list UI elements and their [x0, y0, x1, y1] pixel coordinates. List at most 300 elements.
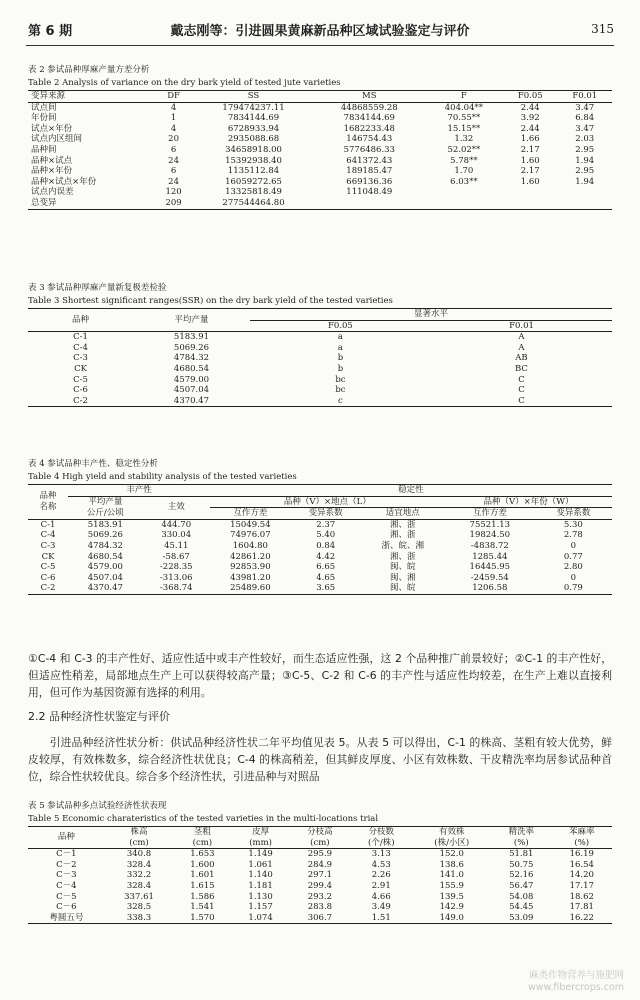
table3-row: [28, 364, 612, 375]
table5-cell: 17.17: [569, 880, 594, 891]
table5-cell: 16.22: [569, 912, 594, 923]
watermark-line1: 麻类作物营养与施肥网: [528, 970, 624, 981]
table3-cell: 4680.54: [173, 363, 210, 374]
table2-row: [28, 187, 612, 198]
table3-cell: C-3: [73, 353, 88, 364]
page-number: 315: [591, 22, 614, 36]
table3-header-significance: 显著水平: [250, 309, 612, 321]
table2-cell: 3.92: [520, 113, 540, 124]
table5-cell: 1.586: [190, 891, 215, 902]
table2-cell: 6: [170, 144, 177, 155]
table2-cell: 7834144.69: [227, 113, 280, 124]
table5-unit-cell: (株/小区): [434, 837, 470, 848]
table3-row: [28, 375, 612, 386]
table2-row: [28, 156, 612, 167]
table4-cell: 2.80: [563, 562, 583, 573]
table3-cell: 4579.00: [173, 374, 210, 385]
table5-cell: C－1: [56, 849, 77, 860]
table5-body: [28, 849, 612, 924]
table5-row: [28, 913, 612, 924]
table4-cell: 4507.04: [87, 572, 123, 583]
table2-cell: 试点内误差: [31, 187, 74, 198]
table4-cell: 0: [570, 572, 577, 583]
table4-cell: C-4: [40, 530, 56, 541]
table2-cell: 20: [168, 134, 179, 145]
table3-row: [28, 396, 612, 407]
table2-cell: 404.04**: [444, 102, 483, 113]
table5-cell: 54.45: [509, 902, 534, 913]
table2-cell: 2.95: [575, 144, 595, 155]
table4: [28, 484, 612, 595]
table4-header-row: [28, 485, 612, 497]
table3-cell: A: [518, 342, 525, 353]
table5-cell: 295.9: [307, 849, 333, 860]
table4-cell: 5069.26: [87, 530, 123, 541]
table3-cell: 4507.04: [173, 385, 210, 396]
table4-cell: 浙、皖、湘: [381, 540, 424, 551]
table4-cell: 1285.44: [472, 551, 508, 562]
table3-cell: bc: [335, 385, 346, 396]
table2-header-cell: F0.01: [572, 91, 598, 101]
table4-cell: 2.37: [316, 519, 336, 530]
table2-section: [28, 64, 612, 210]
table2-cell: 试点内区组间: [31, 134, 83, 145]
table2-cell: 3.47: [575, 102, 595, 113]
table3-row: [28, 332, 612, 343]
table2-cell: 2.03: [575, 134, 595, 145]
table2-cell: 品种×试点×年份: [31, 176, 97, 187]
table5-cell: 54.08: [509, 891, 534, 902]
table4-row: [28, 562, 612, 573]
table4-caption-en: Table 4 High yield and stability analysis of the tested varieties: [28, 472, 297, 482]
table5-unit-cell: (cm): [192, 837, 213, 848]
watermark: [528, 970, 624, 994]
table4-cell: 0.79: [563, 583, 583, 594]
table2-cell: 品种×试点: [31, 155, 73, 166]
table2-cell: 1.60: [520, 155, 540, 166]
table5-cell: C－6: [56, 902, 77, 913]
table5-caption-zh: 表 5 参试品种多点试验经济性状表现: [28, 801, 167, 811]
table4-cell: 5.40: [316, 530, 336, 541]
table2-row: [28, 177, 612, 188]
table2-cell: [557, 198, 612, 209]
table5-cell: 50.75: [509, 859, 534, 870]
economic-traits-paragraph: 引进品种经济性状分析：供试品种经济性状二年平均值见表 5。从表 5 可以得出，C-1 的株高、茎粗有较大优势，鲜皮较厚，有效株数多，综合经济性状优良；C-4 的株高稍差，但其鲜皮厚度、小区有效株数、干皮精洗率均居参试品种首位，综合性状较优良。综合多个经济性状，引进品种与对照品: [28, 736, 612, 783]
table5-cell: 283.8: [307, 902, 333, 913]
table2-cell: 1.32: [454, 134, 474, 145]
table2-cell: 试点×年份: [31, 123, 73, 134]
table2-cell: 1.60: [520, 176, 540, 187]
table5-unit-cell: (%): [513, 837, 529, 848]
table4-header-cv: 变异系数: [556, 508, 591, 519]
table5-unit-cell: (mm): [249, 837, 272, 848]
table3-header-variety: 品种: [72, 314, 90, 325]
table5-cell: 17.81: [569, 902, 594, 913]
table2-row: [28, 102, 612, 113]
table2-cell: 179474237.11: [222, 102, 285, 113]
table4-cell: 闽、皖: [389, 562, 416, 573]
table4-cell: 42861.20: [230, 551, 271, 562]
table5-cell: 149.0: [439, 912, 464, 923]
table5-row: [28, 849, 612, 860]
table5-cell: 338.3: [126, 912, 152, 923]
table4-header-site: 适宜地点: [385, 508, 420, 519]
table5-header-cell: 分枝高: [307, 827, 333, 837]
table4-cell: -228.35: [159, 562, 193, 573]
table5-cell: 52.16: [509, 870, 534, 881]
table4-row: [28, 583, 612, 594]
table5-cell: 53.09: [509, 912, 534, 923]
header-rule: [26, 45, 614, 46]
table2-cell: 209: [165, 197, 182, 208]
table5-header-cell: 苯麻率: [568, 827, 595, 837]
table5-header-variety: 品种: [57, 832, 75, 843]
table5-cell: 1.181: [248, 880, 273, 891]
table5-cell: 3.49: [371, 902, 391, 913]
table3-cell: 4370.47: [173, 395, 210, 406]
table5-cell: 306.7: [307, 912, 333, 923]
table3-row: [28, 343, 612, 354]
table5-section: [28, 800, 612, 924]
table3-caption-en: Table 3 Shortest significant ranges(SSR) on the dry bark yield of the tested varieties: [28, 296, 393, 306]
table5-unit-cell: (cm): [310, 837, 330, 848]
table5-cell: 297.1: [307, 870, 333, 881]
table2-cell: 1.70: [454, 166, 474, 177]
table2-cell: 1.66: [520, 134, 540, 145]
table4-header-vxl: 品种（V）×地点（L）: [210, 496, 445, 508]
table4-cell: 闽、湘: [389, 572, 416, 583]
table2-cell: 70.55**: [447, 113, 481, 124]
table5-cell: 142.9: [439, 902, 464, 913]
table5-cell: 337.61: [124, 891, 154, 902]
table4-cell: 0: [570, 540, 577, 551]
table5-cell: 328.4: [126, 859, 152, 870]
table3: [28, 308, 612, 407]
table2-cell: 5776486.33: [343, 144, 395, 155]
table3-header-mean: 平均产量: [174, 314, 209, 325]
table4-header-high-yield: 丰产性: [68, 485, 210, 497]
table3-cell: A: [518, 332, 525, 343]
table5-cell: 139.5: [439, 891, 464, 902]
table4-cell: 43981.20: [230, 572, 271, 583]
table4-cell: 1206.58: [472, 583, 508, 594]
table3-cell: C-6: [73, 385, 88, 396]
table4-cell: C-5: [40, 562, 56, 573]
table5-cell: 328.5: [126, 902, 152, 913]
table2-cell: 44868559.28: [340, 102, 398, 113]
table2-cell: 1135112.84: [227, 166, 280, 177]
table5-header-cell: 茎粗: [193, 827, 211, 837]
table2-caption-en: Table 2 Analysis of variance on the dry bark yield of tested jute varieties: [28, 78, 341, 88]
table3-body: [28, 332, 612, 407]
table4-cell: -2459.54: [470, 572, 509, 583]
table4-section: [28, 458, 612, 595]
table5-cell: C－3: [56, 870, 77, 881]
table2-cell: 1.94: [575, 176, 595, 187]
table4-cell: 4370.47: [87, 583, 123, 594]
table5-cell: C－2: [56, 859, 77, 870]
table5-cell: 1.570: [190, 912, 215, 923]
table2: [28, 90, 612, 210]
table2-cell: [503, 187, 557, 198]
table5-row: [28, 902, 612, 913]
table2-cell: 4: [170, 102, 177, 113]
table4-cell: 6.65: [316, 562, 336, 573]
table2-cell: 6: [170, 166, 177, 177]
table2-cell: [425, 198, 503, 209]
table4-cell: C-3: [40, 540, 56, 551]
table4-cell: C-6: [40, 572, 56, 583]
section-heading-2-2: 2.2 品种经济性状鉴定与评价: [28, 710, 170, 723]
table2-cell: 年份间: [31, 113, 57, 124]
table5-cell: 1.130: [248, 891, 273, 902]
table5-cell: 1.074: [248, 912, 273, 923]
table5-cell: 51.81: [509, 849, 534, 860]
table5-cell: 155.9: [439, 880, 464, 891]
table2-row: [28, 113, 612, 124]
table4-cell: 5.30: [563, 519, 583, 530]
table3-cell: 5183.91: [173, 332, 210, 343]
table3-cell: AB: [515, 353, 528, 364]
table2-cell: 52.02**: [447, 144, 481, 155]
table2-cell: 13325818.49: [225, 187, 282, 198]
table2-cell: 1682233.48: [343, 123, 395, 134]
table5-cell: 1.601: [190, 870, 215, 881]
table2-cell: 15.15**: [447, 123, 481, 134]
table4-cell: 5183.91: [87, 519, 123, 530]
table5-cell: 1.149: [248, 849, 273, 860]
table4-cell: 湘、浙: [389, 551, 416, 562]
table4-header-name-line2: 名称: [39, 501, 57, 512]
table5-cell: 14.20: [569, 870, 594, 881]
table2-cell: 15392938.40: [225, 155, 282, 166]
table5-header-cell: 皮厚: [252, 827, 270, 837]
table5-header-cell: 有效株: [438, 827, 465, 837]
table5-cell: 332.2: [126, 870, 152, 881]
table2-cell: 6.84: [575, 113, 595, 124]
table4-row: [28, 519, 612, 530]
table5-cell: 18.62: [569, 891, 594, 902]
table5-unit-row: [28, 838, 612, 849]
table4-header-effect: 主效: [167, 502, 185, 513]
table4-cell: 4.65: [316, 572, 336, 583]
table2-header-cell: 变异来源: [31, 91, 66, 101]
table3-cell: C: [518, 374, 525, 385]
running-header: [0, 0, 640, 56]
table2-cell: 120: [165, 187, 182, 198]
table3-header-row: [28, 309, 612, 321]
table5-cell: 340.8: [126, 849, 152, 860]
table5-header-cell: 株高: [130, 827, 148, 837]
table2-cell: 品种间: [31, 144, 57, 155]
table2-row: [28, 198, 612, 209]
table3-cell: b: [337, 363, 344, 374]
table5-row: [28, 870, 612, 881]
table5-cell: 1.061: [248, 859, 273, 870]
table2-cell: 1: [170, 113, 177, 124]
table5-cell: 2.91: [371, 880, 391, 891]
table5-cell: 16.19: [569, 849, 594, 860]
table3-cell: 4784.32: [173, 353, 210, 364]
table2-cell: 4: [170, 123, 177, 134]
table5-cell: 138.6: [439, 859, 464, 870]
table4-header-mean-line2: 公斤/公顷: [86, 507, 124, 518]
table4-cell: C-2: [40, 583, 56, 594]
table2-cell: 2.95: [575, 166, 595, 177]
table4-cell: 湘、浙: [389, 519, 416, 530]
table4-header-mean-line1: 平均产量: [88, 497, 123, 508]
table4-cell: C-1: [40, 519, 56, 530]
table5-cell: C－5: [56, 891, 77, 902]
table2-cell: 24: [168, 176, 179, 187]
table4-header-row: [28, 496, 612, 508]
table5-cell: 2.26: [371, 870, 391, 881]
table5-cell: 1.615: [190, 880, 215, 891]
table5-cell: 152.0: [439, 849, 464, 860]
table4-header-name: [28, 485, 68, 520]
table4-header-cv: 变异系数: [308, 508, 343, 519]
table4-row: [28, 552, 612, 563]
table2-cell: 2.44: [520, 123, 540, 134]
table2-cell: 7834144.69: [343, 113, 395, 124]
table4-cell: CK: [41, 551, 55, 562]
table2-cell: 2.17: [520, 166, 540, 177]
table3-cell: C: [518, 395, 525, 406]
table4-header-stability: 稳定性: [210, 485, 612, 497]
table5-cell: 1.140: [248, 870, 273, 881]
table3-header-f005: F0.05: [328, 320, 353, 331]
table4-cell: 湘、浙: [389, 530, 416, 541]
table4-cell: 4579.00: [87, 562, 123, 573]
table4-cell: -58.67: [162, 551, 190, 562]
table2-cell: 146754.43: [346, 134, 393, 145]
table4-row: [28, 573, 612, 584]
table4-row: [28, 541, 612, 552]
table5-cell: 16.54: [569, 859, 594, 870]
table3-cell: 5069.26: [173, 342, 210, 353]
table2-header-cell: F0.05: [517, 91, 543, 101]
table2-body: [28, 102, 612, 209]
table2-cell: 品种×年份: [31, 166, 73, 177]
table4-cell: 4784.32: [87, 540, 123, 551]
table5-cell: 4.66: [371, 891, 391, 902]
table4-cell: 0.77: [563, 551, 583, 562]
table5-unit-cell: (cm): [129, 837, 149, 848]
table2-cell: 3.47: [575, 123, 595, 134]
table3-cell: BC: [515, 363, 528, 374]
table2-row: [28, 145, 612, 156]
table4-cell: 闽、皖: [389, 583, 416, 594]
table3-cell: a: [337, 332, 343, 343]
table5-cell: 293.2: [307, 891, 333, 902]
table4-cell: 19824.50: [469, 530, 511, 541]
table2-row: [28, 124, 612, 135]
table5-cell: 1.653: [190, 849, 215, 860]
table2-header-cell: F: [460, 91, 467, 101]
table5-cell: 141.0: [439, 870, 464, 881]
table4-cell: 4.42: [316, 551, 336, 562]
table3-caption-zh: 表 3 参试品种厚麻产量新复极差检验: [28, 283, 167, 293]
table3-cell: bc: [335, 374, 346, 385]
table4-cell: 1604.80: [232, 540, 268, 551]
results-paragraph: ①C-4 和 C-3 的丰产性好、适应性适中或丰产性较好，而生态适应性强，这 2 个品种推广前景较好；②C-1 的丰产性好，但适应性稍差，局部地点生产上可以获得较高产量；③C-5、C-2 和 C-6 的丰产性与适应性均较差，在生产上难以直接利用，但可作为基因资源有选择的利用。: [28, 652, 612, 699]
table5-cell: 1.157: [248, 902, 273, 913]
table2-header-row: [28, 91, 612, 103]
table3-row: [28, 385, 612, 396]
table2-cell: 189185.47: [346, 166, 393, 177]
table5-cell: 粤圆五号: [49, 912, 84, 923]
table4-header-name-line1: 品种: [39, 491, 57, 502]
table2-cell: 2.44: [520, 102, 540, 113]
table2-cell: 试点间: [31, 102, 57, 113]
table4-header-vxw: 品种（V）×年份（W）: [445, 496, 612, 508]
table2-cell: 111048.49: [346, 187, 393, 198]
table3-section: [28, 282, 612, 407]
table3-cell: C-5: [73, 374, 88, 385]
table2-row: [28, 134, 612, 145]
table5-unit-cell: (%): [574, 837, 590, 848]
table2-cell: [425, 187, 503, 198]
table2-cell: 669136.36: [346, 176, 393, 187]
watermark-line2: www.fibercrops.com: [527, 982, 624, 993]
table5-row: [28, 860, 612, 871]
table5-header-cell: 精洗率: [508, 827, 535, 837]
table2-cell: [503, 198, 557, 209]
table2-cell: [314, 198, 425, 209]
table4-cell: 2.78: [563, 530, 583, 541]
table2-cell: 34658918.00: [225, 144, 282, 155]
table5-cell: 1.600: [190, 859, 215, 870]
table3-cell: C-2: [73, 395, 88, 406]
table4-cell: 4680.54: [87, 551, 123, 562]
table4-cell: 75521.13: [469, 519, 511, 530]
table2-cell: 641372.43: [346, 155, 393, 166]
table2-header-cell: MS: [362, 91, 377, 101]
table2-row: [28, 166, 612, 177]
table3-cell: C-1: [73, 332, 88, 343]
running-title: 戴志刚等：引进圆果黄麻新品种区域试验鉴定与评价: [170, 24, 470, 39]
table5-header-row: [28, 827, 612, 838]
table2-header-cell: DF: [167, 91, 180, 101]
table2-cell: 277544464.80: [222, 197, 285, 208]
table4-body: [28, 519, 612, 594]
table3-cell: a: [337, 342, 343, 353]
table2-cell: 1.94: [575, 155, 595, 166]
table5-cell: 1.51: [371, 912, 391, 923]
table4-caption-zh: 表 4 参试品种丰产性、稳定性分析: [28, 459, 158, 469]
table4-cell: 74976.07: [230, 530, 271, 541]
table4-cell: 25489.60: [230, 583, 271, 594]
table4-header-var: 互作方差: [233, 508, 268, 519]
issue-number: 第 6 期: [28, 24, 73, 39]
table4-cell: 45.11: [164, 540, 189, 551]
table2-caption-zh: 表 2 参试品种厚麻产量方差分析: [28, 65, 150, 75]
table2-cell: 6728933.94: [227, 123, 280, 134]
table5-header-cell: 分枝数: [368, 827, 395, 837]
table2-cell: [557, 187, 612, 198]
table2-cell: 16059272.65: [225, 176, 282, 187]
table3-cell: CK: [74, 363, 87, 374]
table2-cell: 6.03**: [450, 176, 478, 187]
table5-cell: 328.4: [126, 880, 152, 891]
table5: [28, 826, 612, 924]
table3-cell: c: [338, 395, 343, 406]
table4-cell: -4838.72: [470, 540, 509, 551]
table5-cell: 299.4: [307, 880, 333, 891]
table5-cell: 284.9: [307, 859, 333, 870]
table5-row: [28, 881, 612, 892]
table2-cell: 总变异: [31, 197, 57, 208]
